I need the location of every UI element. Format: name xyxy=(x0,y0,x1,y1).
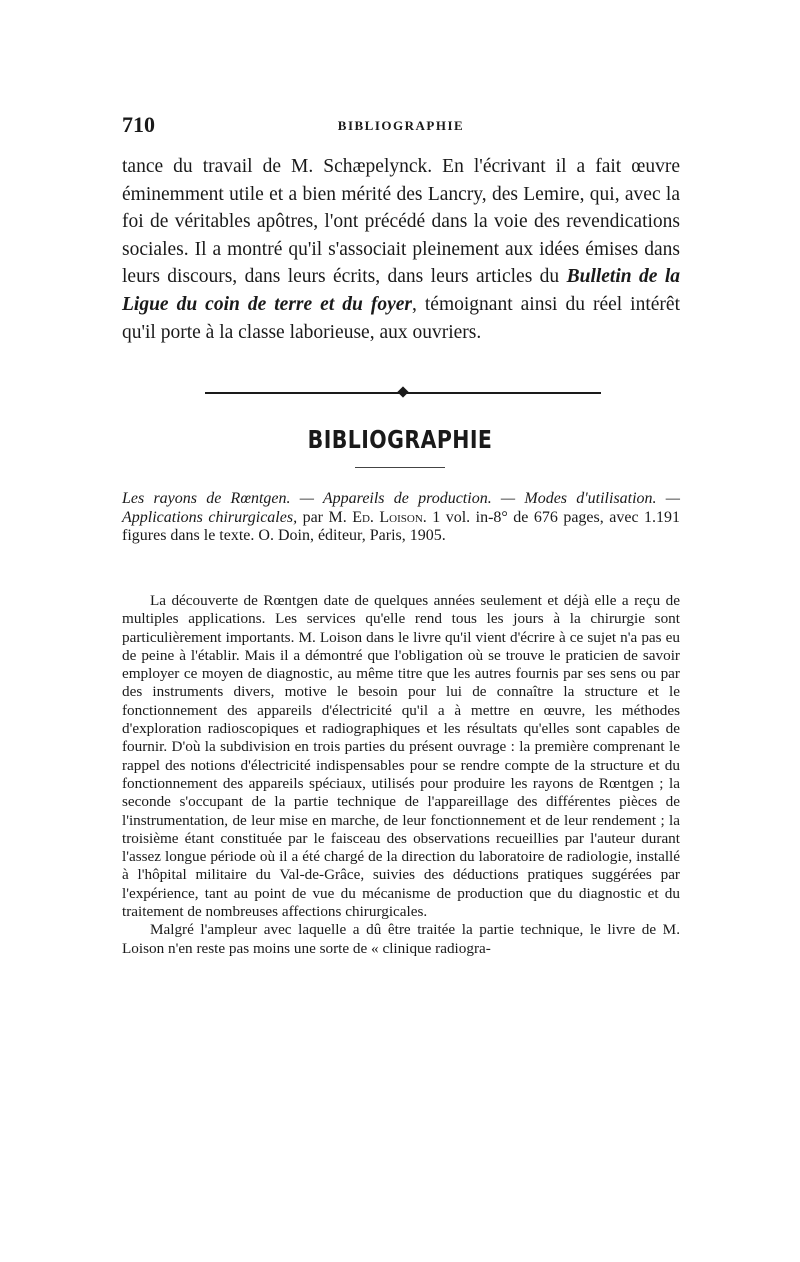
bulletin-title: Bulletin de la Ligue du coin de terre et du foyer xyxy=(122,266,680,315)
entry-title: Les rayons de Rœntgen. — Appareils de production. — Modes d'utilisation. — Applications chirurgicales, xyxy=(122,490,680,526)
running-head xyxy=(122,112,680,142)
page-number: 710 xyxy=(122,112,155,137)
bibliography-entry xyxy=(122,490,680,546)
review-paragraph: La découverte de Rœntgen date de quelques années seulement et déjà elle a reçu de multiples applications. Les services qu'elle rend tous les jours à la chirurgie sont particulièrement importants. M. Loison dans le livre qu'il vient d'écrire à ce sujet n'a pas eu de peine à l'établir. Mais il a démontré que l'obligation où se trouve le praticien de savoir employer ce moyen de diagnostic, au même titre que les autres fournis par ses sens ou par des instruments divers, motive le besoin pour lui de connaître la structure et le fonctionnement des appareils d'électricité qu'il a à mettre en œuvre, les méthodes d'exploration radioscopiques et radiographiques et les résultats qu'elles sont capables de fournir. D'où la subdivision en trois parties du présent ouvrage : la première comprenant le rappel des notions d'électricité indispensables pour se rendre compte de la structure et du fonctionnement des appareils spéciaux, utilisés pour produire les rayons de Rœntgen ; la seconde s'occupant de la partie technique de l'appareillage des différentes pièces de l'instrumentation, de leur mise en marche, de leur fonctionnement et de leur rendement ; la troisième étant constituée par le faisceau des observations recueillies par l'auteur durant l'assez longue période où il a été chargé de la direction du laboratoire de radiologie, installé à l'hôpital militaire du Val-de-Grâce, suivies des déductions pratiques suggérées par l'expérience, tant au point de vue du mécanisme de production que du diagnostic et du traitement de nombreuses affections chirurgicales. xyxy=(122,592,680,921)
divider-diamond-ornament xyxy=(397,386,408,397)
previous-article-text xyxy=(122,153,680,346)
entry-details: . 1 vol. in-8° de 676 pages, avec 1.191 figures dans le texte. O. Doin, éditeur, Paris, 1905. xyxy=(122,508,681,545)
review-paragraph: Malgré l'ampleur avec laquelle a dû être traitée la partie technique, le livre de M. Loison n'en reste pas moins une sorte de « clinique radiogra- xyxy=(122,921,680,957)
section-divider xyxy=(205,387,601,399)
section-title: BIBLIOGRAPHIE xyxy=(307,425,493,454)
review-text xyxy=(122,592,680,958)
running-title: BIBLIOGRAPHIE xyxy=(337,118,465,133)
prev-text-part-2: , témoignant ainsi du réel intérêt qu'il porte à la classe laborieuse, aux ouvriers. xyxy=(122,293,680,343)
title-underline xyxy=(355,467,445,468)
entry-author: Ed. Loison xyxy=(352,508,423,526)
entry-by: par M. xyxy=(297,508,353,526)
prev-text-part-1: tance du travail de M. Schæpelynck. En l'écrivant il a fait œuvre éminemment utile et a bien mérité des Lancry, des Lemire, qui, avec la foi de véritables apôtres, l'ont précédé dans la voie des revendications sociales. Il a montré qu'il s'associait pleinement aux idées émises dans leurs discours, dans leurs écrits, dans leurs articles du xyxy=(122,156,680,288)
